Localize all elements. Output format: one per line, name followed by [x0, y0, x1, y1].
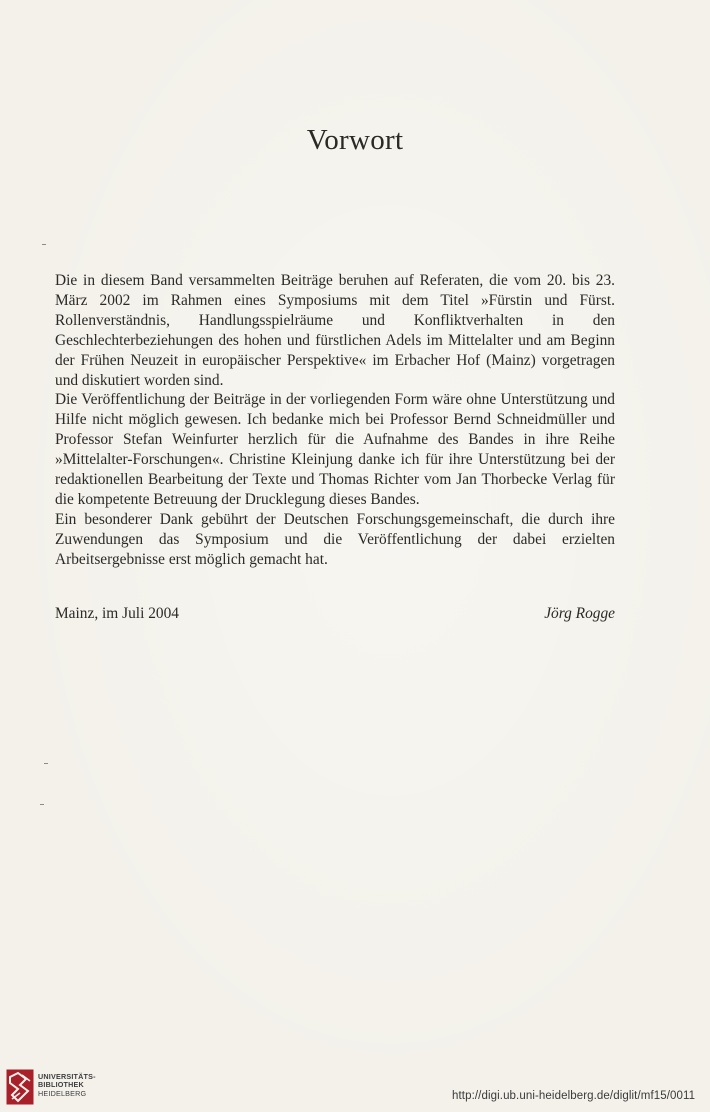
library-logo[interactable]	[6, 1066, 126, 1108]
library-emblem-icon	[6, 1069, 34, 1105]
library-name-line-2: BIBLIOTHEK	[38, 1080, 84, 1090]
place-date: Mainz, im Juli 2004	[55, 605, 179, 622]
page-title: Vorwort	[306, 124, 404, 156]
library-name	[38, 1073, 96, 1098]
digitization-url[interactable]: http://digi.ub.uni-heidelberg.de/diglit/mf15/0011	[452, 1090, 696, 1102]
scan-mark	[44, 763, 48, 764]
scan-mark	[40, 804, 44, 805]
foreword-body	[55, 271, 615, 570]
signature-line	[55, 604, 615, 624]
library-name-line-1: UNIVERSITÄTS-	[38, 1072, 96, 1081]
author-name: Jörg Rogge	[544, 605, 615, 622]
paragraph-3: Ein besonderer Dank gebührt der Deutschen Forschungsgemeinschaft, die durch ihre Zuwendungen das Symposium und die Veröffentlichung der dabei erzielten Arbeitsergebnisse erst möglich gemacht hat.	[55, 510, 615, 568]
paragraph-1: Die in diesem Band versammelten Beiträge beruhen auf Referaten, die vom 20. bis 23. März 2002 im Rahmen eines Symposiums mit dem Titel »Fürstin und Fürst. Rollenverständnis, Handlungsspielräume und Konfliktverhalten in den Geschlechterbeziehungen des hohen und fürstlichen Adels im Mittelalter und am Beginn der Frühen Neuzeit in europäischer Perspektive« im Erbacher Hof (Mainz) vorgetragen und diskutiert worden sind.	[55, 272, 615, 389]
paragraph-2: Die Veröffentlichung der Beiträge in der vorliegenden Form wäre ohne Unterstützung und Hilfe nicht möglich gewesen. Ich bedanke mich bei Professor Bernd Schneidmüller und Professor Stefan Weinfurter herzlich für die Aufnahme des Bandes in ihre Reihe »Mittelalter-Forschungen«. Christine Kleinjung danke ich für ihre Unterstützung bei der redaktionellen Bearbeitung der Texte und Thomas Richter vom Jan Thorbecke Verlag für die kompetente Betreuung der Drucklegung dieses Bandes.	[55, 391, 615, 508]
scan-mark	[42, 244, 46, 245]
library-name-line-3: HEIDELBERG	[38, 1088, 87, 1098]
